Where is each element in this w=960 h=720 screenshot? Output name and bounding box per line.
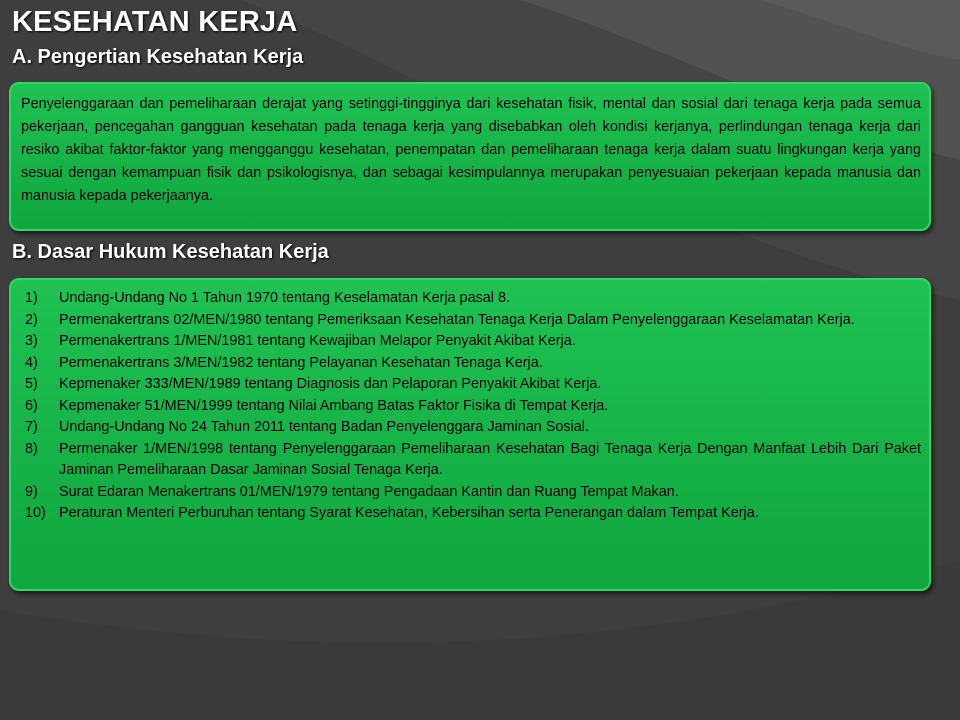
list-item-text: Permenakertrans 1/MEN/1981 tentang Kewajiban Melapor Penyakit Akibat Kerja.	[59, 333, 576, 349]
legal-basis-box	[9, 278, 931, 591]
list-item-number: 8)	[25, 440, 38, 457]
list-item	[19, 288, 921, 310]
list-item	[19, 482, 921, 504]
list-item-number: 7)	[25, 419, 38, 435]
list-item-number: 1)	[25, 290, 38, 306]
list-item	[19, 353, 921, 375]
list-item	[19, 503, 921, 525]
list-item-text: Kepmenaker 51/MEN/1999 tentang Nilai Ambang Batas Faktor Fisika di Tempat Kerja.	[59, 397, 609, 414]
section-heading-dasar-hukum: B. Dasar Hukum Kesehatan Kerja	[12, 241, 329, 263]
list-item	[19, 396, 921, 418]
definition-box	[9, 82, 931, 231]
list-item-number: 3)	[25, 333, 38, 349]
legal-basis-list	[19, 288, 921, 525]
list-item-text: Permenaker 1/MEN/1998 tentang Penyelenggaraan Pemeliharaan Kesehatan Bagi Tenaga Kerja Dengan Manfaat Lebih Dari Paket Jaminan Pemeliharaan Dasar Jaminan Sosial Tenaga Kerja.	[59, 440, 921, 478]
list-item-number: 10)	[25, 505, 46, 521]
list-item-text: Undang-Undang No 1 Tahun 1970 tentang Keselamatan Kerja pasal 8.	[59, 290, 510, 306]
list-item	[19, 439, 921, 482]
list-item-number: 9)	[25, 483, 38, 500]
list-item-number: 5)	[25, 376, 38, 392]
list-item-number: 4)	[25, 354, 38, 371]
list-item-text: Surat Edaran Menakertrans 01/MEN/1979 tentang Pengadaan Kantin dan Ruang Tempat Makan.	[59, 483, 679, 500]
list-item	[19, 331, 921, 353]
list-item-text: Permenakertrans 3/MEN/1982 tentang Pelayanan Kesehatan Tenaga Kerja.	[59, 354, 543, 371]
list-item-number: 6)	[25, 397, 38, 414]
section-heading-pengertian: A. Pengertian Kesehatan Kerja	[12, 46, 304, 68]
list-item-text: Peraturan Menteri Perburuhan tentang Syarat Kesehatan, Kebersihan serta Penerangan dalam Tempat Kerja.	[59, 505, 759, 521]
list-item	[19, 417, 921, 439]
list-item-number: 2)	[25, 311, 38, 328]
list-item	[19, 374, 921, 396]
list-item-text: Undang-Undang No 24 Tahun 2011 tentang Badan Penyelenggara Jaminan Sosial.	[59, 419, 589, 435]
slide-title: KESEHATAN KERJA	[12, 6, 298, 38]
list-item	[19, 310, 921, 332]
list-item-text: Kepmenaker 333/MEN/1989 tentang Diagnosis dan Pelaporan Penyakit Akibat Kerja.	[59, 376, 602, 392]
definition-text: Penyelenggaraan dan pemeliharaan derajat yang setinggi-tingginya dari kesehatan fisik, mental dan sosial dari tenaga kerja pada semua pekerjaan, pencegahan gangguan kesehatan pada tenaga kerja yang disebabkan oleh kondisi kerjanya, perlindungan tenaga kerja dari resiko akibat faktor-faktor yang mengganggu kesehatan, penempatan dan pemeliharaan tenaga kerja dalam suatu lingkungan kerja yang sesuai dengan kemampuan fisik dan psikologisnya, dan sebagai kesimpulannya merupakan penyesuaian pekerjaan kepada manusia dan manusia kepada pekerjaanya.	[21, 96, 921, 204]
list-item-text: Permenakertrans 02/MEN/1980 tentang Pemeriksaan Kesehatan Tenaga Kerja Dalam Penyelenggaraan Keselamatan Kerja.	[59, 311, 855, 328]
